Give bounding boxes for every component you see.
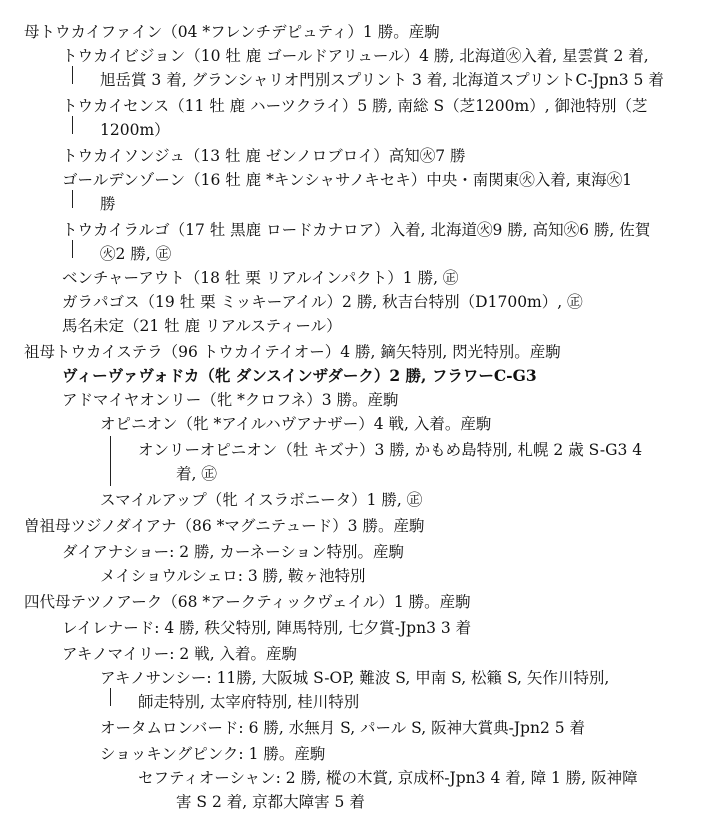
entry-line bbox=[62, 220, 650, 240]
horse-name: トウカイセンス bbox=[62, 97, 170, 115]
horse-name: アキノサンシー bbox=[100, 669, 207, 687]
horse-name: レイレナード bbox=[62, 619, 155, 637]
horse-name: スマイルアップ bbox=[100, 491, 207, 509]
entry-line bbox=[24, 516, 424, 536]
horse-record: （13 牡 鹿 ゼンノロブロイ）高知㊋7 勝 bbox=[184, 147, 466, 165]
entry-line bbox=[100, 744, 325, 764]
entry-line bbox=[138, 440, 642, 460]
horse-record: : 4 勝, 秩父特別, 陣馬特別, 七夕賞-Jpn3 3 着 bbox=[154, 619, 472, 637]
entry-line bbox=[62, 170, 632, 190]
tree-line bbox=[72, 190, 73, 208]
horse-record: （牝 *アイルハヴアナザー）4 戦, 入着。産駒 bbox=[177, 415, 492, 433]
entry-line bbox=[62, 46, 649, 66]
horse-name: オンリーオピニオン bbox=[138, 441, 278, 459]
horse-record: 師走特別, 太宰府特別, 桂川特別 bbox=[138, 693, 360, 711]
horse-name: トウカイソンジュ bbox=[62, 147, 185, 165]
horse-name: 馬名未定 bbox=[62, 317, 125, 335]
entry-line bbox=[62, 268, 458, 288]
horse-record: （18 牡 栗 リアルインパクト）1 勝, ㊣ bbox=[184, 269, 459, 287]
horse-name: 母トウカイファイン bbox=[24, 23, 163, 41]
horse-record: （68 *アークティックヴェイル）1 勝。産駒 bbox=[162, 593, 471, 611]
tree-line bbox=[110, 688, 111, 706]
horse-name: オータムロンバード bbox=[100, 719, 239, 737]
horse-record: : 3 勝, 鞍ヶ池特別 bbox=[237, 567, 366, 585]
horse-name: ダイアナショー bbox=[62, 543, 170, 561]
entry-line bbox=[24, 592, 471, 612]
horse-name: 祖母トウカイステラ bbox=[24, 343, 163, 361]
entry-line bbox=[62, 366, 537, 386]
tree-line bbox=[72, 66, 73, 84]
horse-record: （牝 イスラボニータ）1 勝, ㊣ bbox=[206, 491, 423, 509]
entry-line bbox=[100, 566, 366, 586]
horse-name: ヴィーヴァヴォドカ bbox=[62, 367, 200, 385]
entry-line bbox=[62, 618, 471, 638]
horse-record: （04 *フレンチデピュティ）1 勝。産駒 bbox=[162, 23, 440, 41]
horse-record: 旭岳賞 3 着, グランシャリオ門別スプリント 3 着, 北海道スプリントC-Jpn3 5 着 bbox=[100, 71, 664, 89]
horse-name: メイショウルシェロ bbox=[100, 567, 238, 585]
horse-record: （86 *マグニテュード）3 勝。産駒 bbox=[176, 517, 425, 535]
tree-line bbox=[72, 240, 73, 258]
horse-record: : 2 勝, カーネーション特別。産駒 bbox=[169, 543, 405, 561]
entry-line bbox=[62, 542, 404, 562]
entry-continuation-line bbox=[138, 692, 359, 712]
horse-record: （10 牡 鹿 ゴールドアリュール）4 勝, 北海道㊋入着, 星雲賞 2 着, bbox=[185, 47, 649, 65]
horse-record: 害 S 2 着, 京都大障害 5 着 bbox=[176, 793, 365, 811]
horse-record: : 6 勝, 水無月 S, パール S, 阪神大賞典-Jpn2 5 着 bbox=[238, 719, 586, 737]
entry-line bbox=[62, 96, 648, 116]
entry-continuation-line bbox=[100, 70, 664, 90]
horse-name: トウカイビジョン bbox=[62, 47, 186, 65]
horse-record: （96 トウカイテイオー）4 勝, 鏑矢特別, 閃光特別。産駒 bbox=[162, 343, 561, 361]
horse-record: 着, ㊣ bbox=[176, 465, 217, 483]
horse-record: （牡 キズナ）3 勝, かもめ島特別, 札幌 2 歳 S-G3 4 bbox=[277, 441, 643, 459]
horse-record: : 2 勝, 樅の木賞, 京成杯-Jpn3 4 着, 障 1 勝, 阪神障 bbox=[275, 769, 638, 787]
entry-line bbox=[100, 718, 585, 738]
horse-record: 1200m） bbox=[100, 121, 170, 139]
tree-line bbox=[110, 436, 111, 486]
horse-record: （11 牡 鹿 ハーツクライ）5 勝, 南総 S（芝1200m）, 御池特別（芝 bbox=[169, 97, 648, 115]
horse-record: （牝 *クロフネ）3 勝。産駒 bbox=[201, 391, 399, 409]
horse-record: : 2 戦, 入着。産駒 bbox=[169, 645, 298, 663]
entry-line bbox=[62, 146, 466, 166]
horse-name: ベンチャーアウト bbox=[62, 269, 185, 287]
entry-line bbox=[138, 768, 638, 788]
horse-name: ゴールデンゾーン bbox=[62, 171, 186, 189]
horse-record: : 1 勝。産駒 bbox=[238, 745, 326, 763]
horse-name: アドマイヤオンリー bbox=[62, 391, 202, 409]
horse-name: トウカイラルゴ bbox=[62, 221, 170, 239]
entry-line bbox=[100, 668, 609, 688]
entry-continuation-line bbox=[100, 120, 170, 140]
horse-record: （21 牡 鹿 リアルスティール） bbox=[124, 317, 342, 335]
entry-line bbox=[24, 342, 561, 362]
horse-name: オピニオン bbox=[100, 415, 178, 433]
horse-record: ㊋2 勝, ㊣ bbox=[100, 245, 172, 263]
horse-name: ガラパゴス bbox=[62, 293, 140, 311]
entry-line bbox=[62, 390, 399, 410]
horse-record: （17 牡 黒鹿 ロードカナロア）入着, 北海道㊋9 勝, 高知㊋6 勝, 佐賀 bbox=[169, 221, 651, 239]
horse-name: アキノマイリー bbox=[62, 645, 170, 663]
entry-line bbox=[62, 316, 342, 336]
horse-record: （19 牡 栗 ミッキーアイル）2 勝, 秋吉台特別（D1700m）, ㊣ bbox=[139, 293, 583, 311]
tree-line bbox=[72, 116, 73, 134]
horse-name: 曽祖母ツジノダイアナ bbox=[24, 517, 177, 535]
entry-continuation-line bbox=[100, 244, 171, 264]
entry-continuation-line bbox=[176, 464, 217, 484]
horse-record: （牝 ダンスインザダーク）2 勝, フラワーC-G3 bbox=[199, 366, 537, 385]
entry-line bbox=[100, 414, 491, 434]
horse-record: : 11勝, 大阪城 S-OP, 難波 S, 甲南 S, 松籟 S, 矢作川特別, bbox=[206, 669, 610, 687]
horse-name: ショッキングピンク bbox=[100, 745, 239, 763]
entry-line bbox=[62, 292, 583, 312]
horse-record: （16 牡 鹿 *キンシャサノキセキ）中央・南関東㊋入着, 東海㊋1 bbox=[185, 171, 632, 189]
entry-line bbox=[62, 644, 297, 664]
entry-line bbox=[24, 22, 440, 42]
horse-name: セフティオーシャン bbox=[138, 769, 276, 787]
entry-continuation-line bbox=[176, 792, 365, 812]
horse-name: 四代母テツノアーク bbox=[24, 593, 163, 611]
horse-record: 勝 bbox=[100, 195, 116, 213]
entry-continuation-line bbox=[100, 194, 116, 214]
entry-line bbox=[100, 490, 422, 510]
